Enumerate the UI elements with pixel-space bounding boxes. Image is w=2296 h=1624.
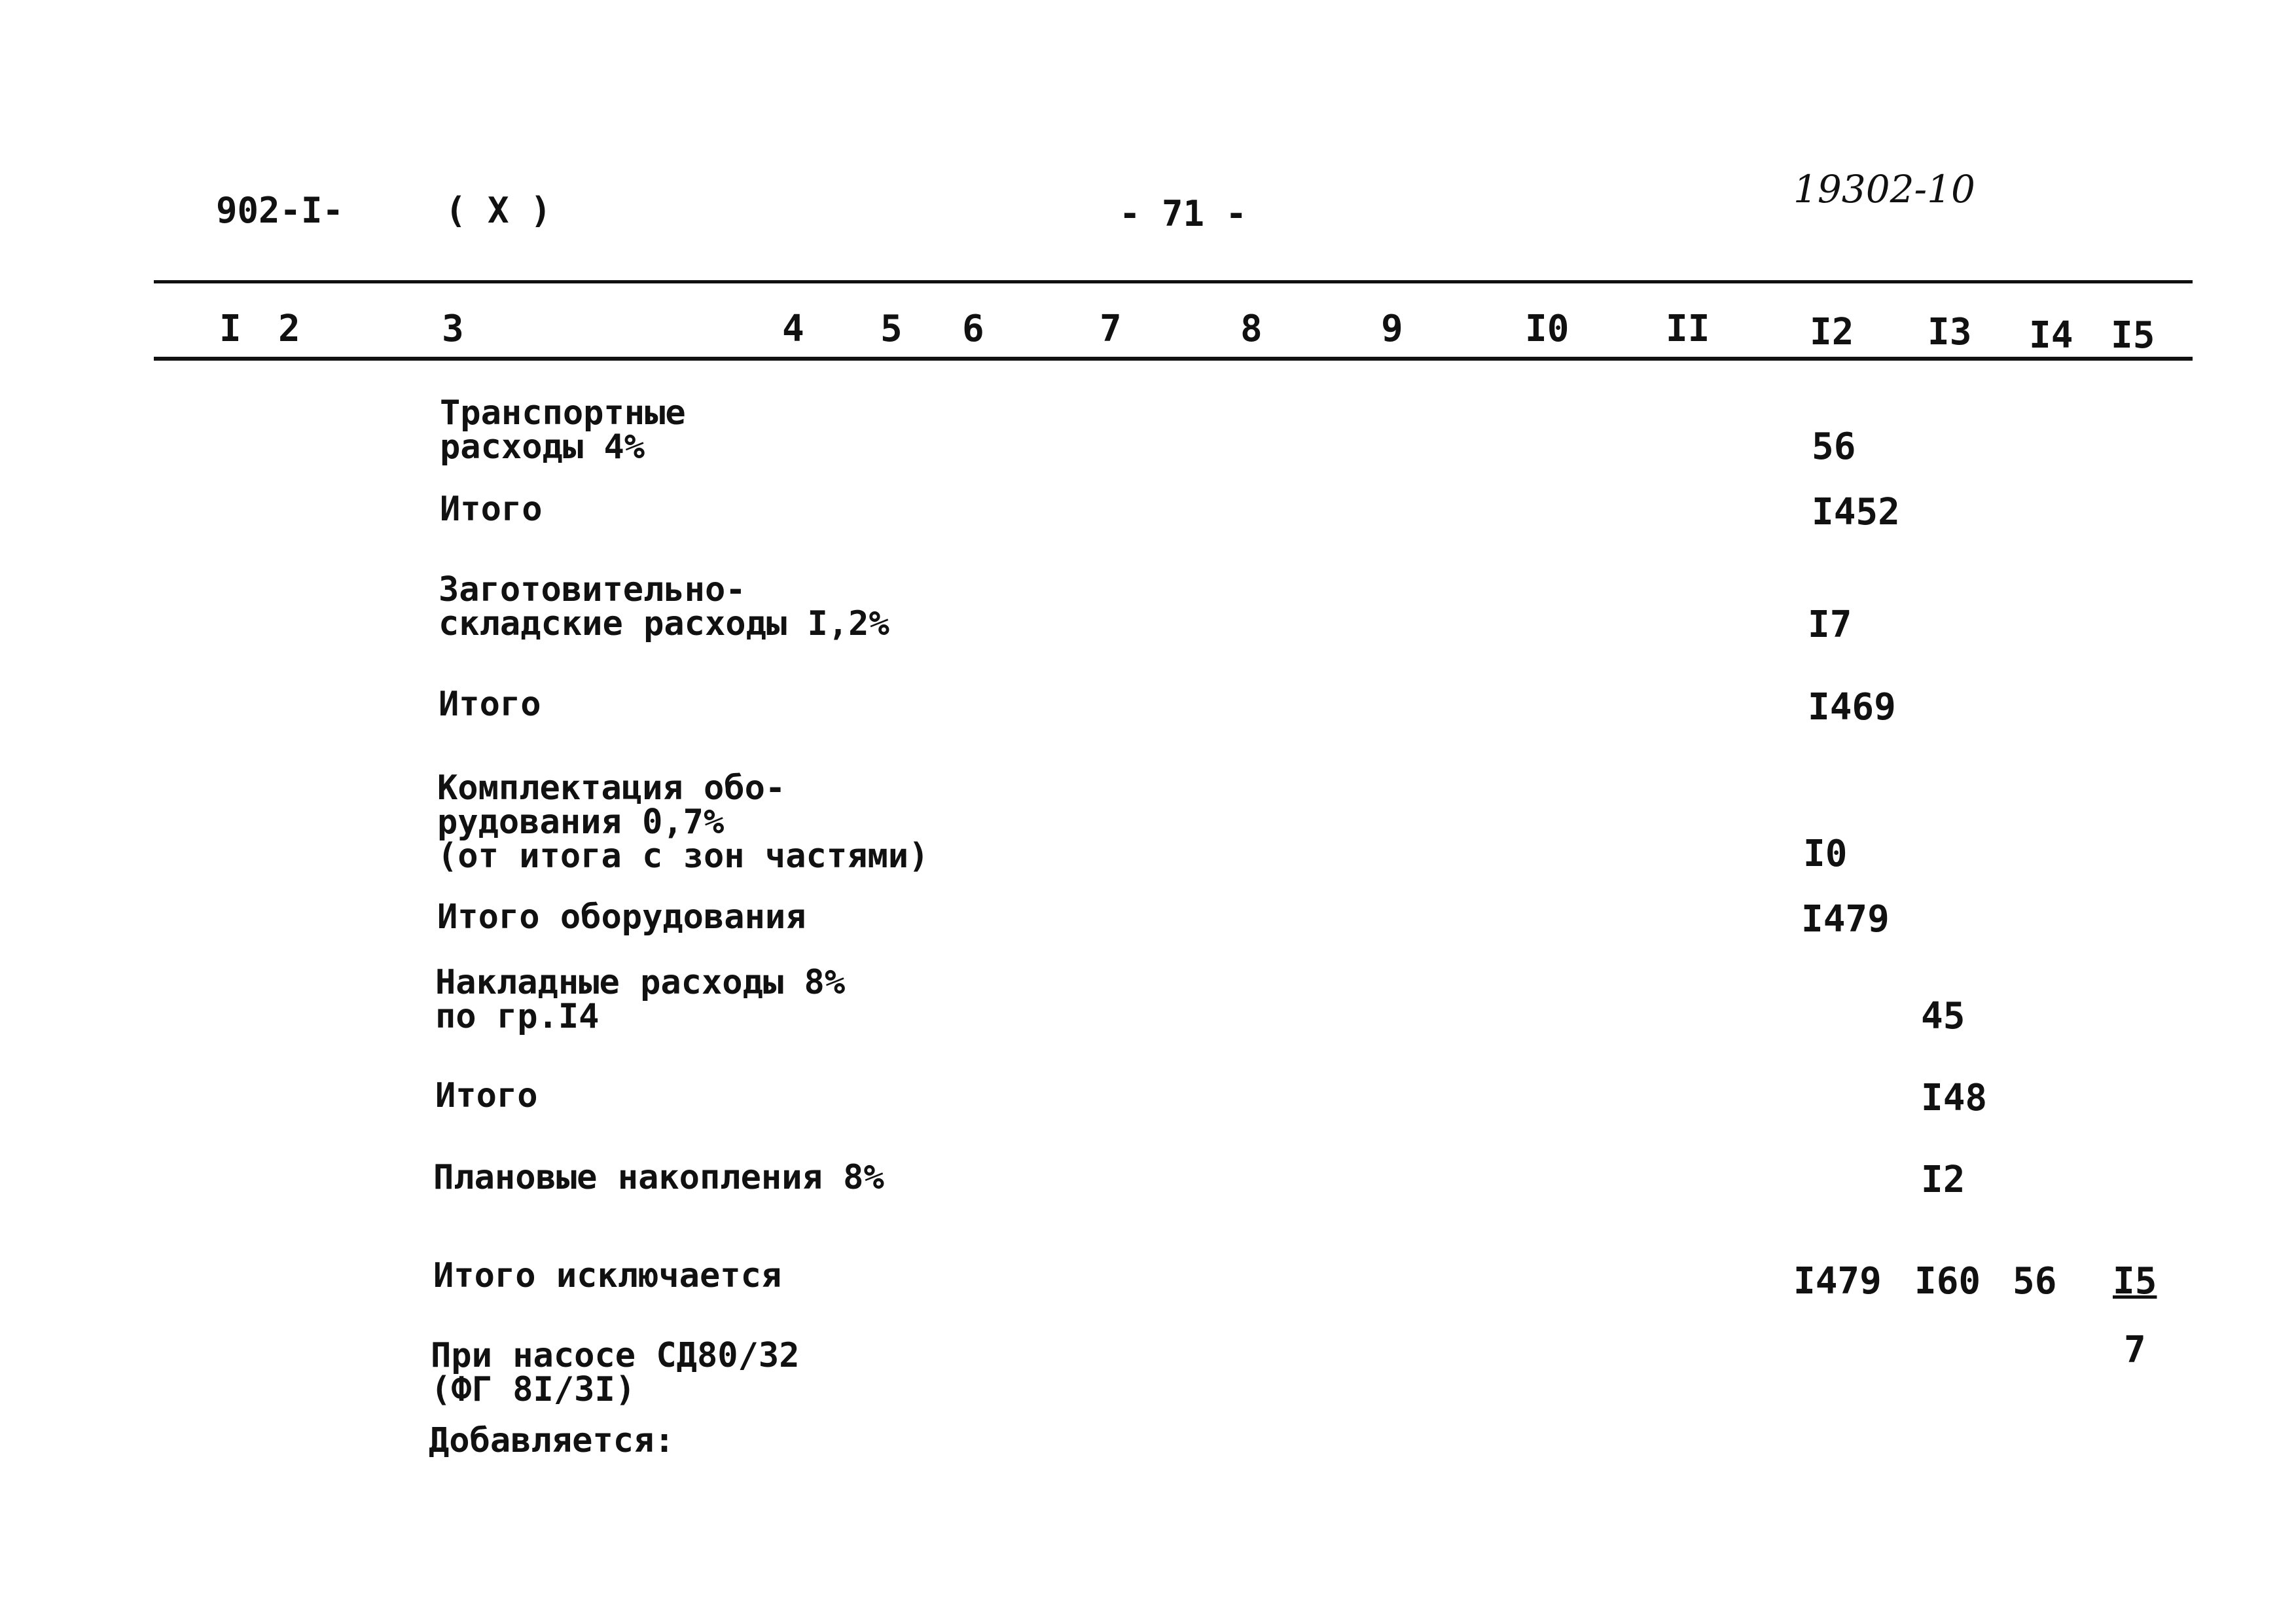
row-label: Добавляется: xyxy=(429,1421,675,1460)
row-label: Итого xyxy=(439,685,541,724)
column-header: I2 xyxy=(1810,311,1854,353)
row-label: Плановые накопления 8% xyxy=(433,1158,884,1197)
value-col-14: 56 xyxy=(2013,1260,2057,1303)
value-col-12: I0 xyxy=(1803,833,1848,875)
header-top-rule xyxy=(154,280,2193,283)
column-header: I xyxy=(219,308,242,350)
value-col-13: I60 xyxy=(1914,1260,1981,1303)
value-col-12: I469 xyxy=(1808,686,1896,729)
row-label: Итого исключается xyxy=(433,1256,782,1295)
row-label: Итого оборудования xyxy=(437,897,806,937)
column-header: 3 xyxy=(442,308,464,350)
handwritten-code: 19302-10 xyxy=(1793,167,1975,211)
value-col-12: I479 xyxy=(1793,1260,1882,1303)
page-number: - 71 - xyxy=(1119,193,1247,234)
column-header: 8 xyxy=(1240,308,1263,350)
row-label: Заготовительно- складские расходы I,2% xyxy=(439,570,889,643)
row-label: Итого xyxy=(440,490,543,529)
value-col-12: 56 xyxy=(1812,425,1856,468)
column-header: I3 xyxy=(1928,311,1972,353)
value-col-12: I479 xyxy=(1801,898,1890,941)
column-header: 6 xyxy=(962,308,984,350)
column-header: 9 xyxy=(1381,308,1403,350)
row-label: Транспортные расходы 4% xyxy=(440,393,686,467)
document-number: 902-I- xyxy=(216,190,344,231)
column-header: II xyxy=(1666,308,1710,350)
row-label: Накладные расходы 8% по гр.I4 xyxy=(435,963,846,1036)
variant-marker: ( X ) xyxy=(445,190,552,231)
column-header: 2 xyxy=(278,308,300,350)
value-col-15: I5 xyxy=(2113,1260,2157,1303)
column-header: 5 xyxy=(880,308,903,350)
column-header: I4 xyxy=(2029,314,2073,357)
value-col-13: I48 xyxy=(1921,1077,1988,1119)
header-bottom-rule xyxy=(154,357,2193,361)
column-header: I5 xyxy=(2111,314,2155,357)
row-label: При насосе СД80/32 (ФГ 8I/3I) xyxy=(431,1336,800,1409)
value-col-12: I452 xyxy=(1812,491,1900,533)
value-col-13: 45 xyxy=(1921,995,1965,1038)
column-header: I0 xyxy=(1525,308,1570,350)
row-label: Комплектация обо- рудования 0,7% (от итога с зон частями) xyxy=(437,768,929,876)
value-col-15: 7 xyxy=(2124,1329,2146,1371)
value-col-13: I2 xyxy=(1921,1159,1965,1201)
value-col-12: I7 xyxy=(1808,604,1852,646)
row-label: Итого xyxy=(435,1076,538,1115)
column-header: 4 xyxy=(782,308,804,350)
column-header: 7 xyxy=(1100,308,1122,350)
